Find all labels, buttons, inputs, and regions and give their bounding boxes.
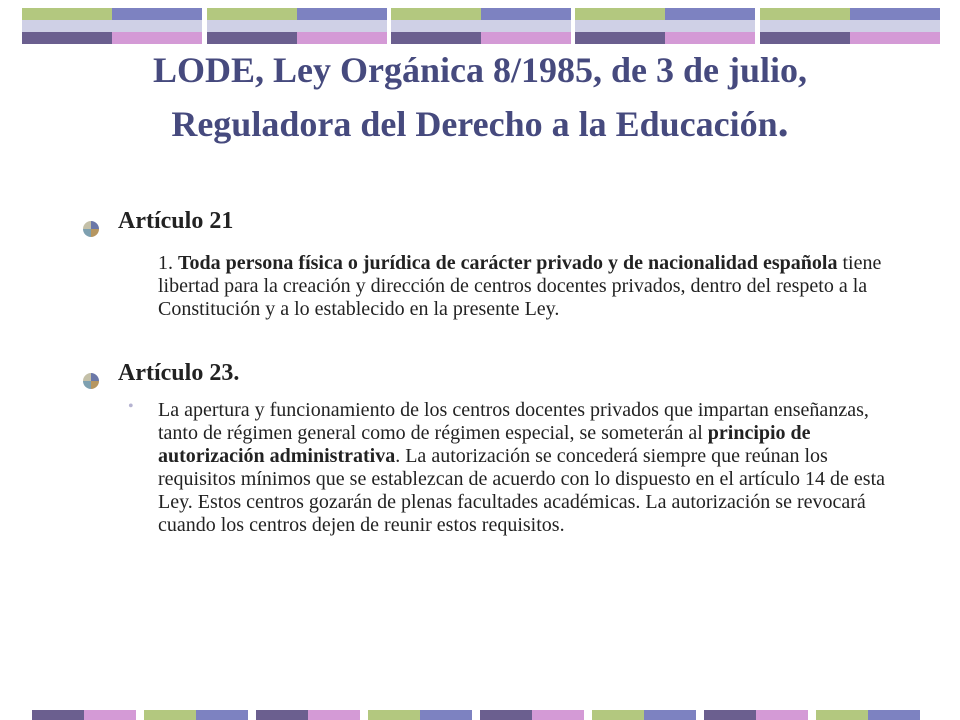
article-23-text-2: . La autorización se concederá siempre que reúnan los requisitos mínimos que se establezcan de acuerdo con lo dispuesto en el artículo 14 de esta Ley. Estos centros gozarán de plenas facultades académicas. La autorización se revocará cuando los centros dejen de reunir estos requisitos. bbox=[158, 445, 886, 536]
title-line-2-period: . bbox=[777, 97, 789, 146]
color-block bbox=[207, 8, 387, 44]
band-segment bbox=[420, 710, 472, 720]
bottom-decorative-band bbox=[0, 710, 960, 720]
article-23-paragraph bbox=[158, 399, 888, 537]
top-decorative-band bbox=[0, 0, 960, 50]
color-block bbox=[575, 8, 755, 44]
title-line-1: LODE, Ley Orgánica 8/1985, de 3 de julio, bbox=[152, 50, 807, 90]
article-23-text-1: La apertura y funcionamiento de los centros docentes privados que impartan enseñanzas, tanto de régimen general como de régimen especial, se someterán al bbox=[158, 399, 869, 444]
sub-bullet: • bbox=[128, 398, 134, 415]
band-segment bbox=[196, 710, 248, 720]
article-21-heading: Artículo 21 bbox=[118, 208, 234, 234]
title-line-2: Reguladora del Derecho a la Educación bbox=[171, 104, 778, 144]
band-segment bbox=[756, 710, 808, 720]
band-segment bbox=[704, 710, 756, 720]
band-segment bbox=[308, 710, 360, 720]
sphere-bullet-icon bbox=[82, 372, 100, 390]
band-segment bbox=[84, 710, 136, 720]
band-segment bbox=[816, 710, 868, 720]
color-block bbox=[760, 8, 940, 44]
band-segment bbox=[256, 710, 308, 720]
band-segment bbox=[480, 710, 532, 720]
band-segment bbox=[644, 710, 696, 720]
article-23-bold-text: principio de autorización administrativa bbox=[158, 422, 811, 467]
article-21-paragraph bbox=[158, 252, 888, 321]
article-21-text: tiene libertad para la creación y dirección de centros docentes privados, dentro del respeto a la Constitución y a lo establecido en la presente Ley. bbox=[158, 252, 882, 320]
band-segment bbox=[32, 710, 84, 720]
color-block bbox=[22, 8, 202, 44]
band-segment bbox=[144, 710, 196, 720]
article-23-heading: Artículo 23. bbox=[118, 360, 240, 386]
article-21-prefix: 1. bbox=[158, 252, 178, 274]
band-segment bbox=[368, 710, 420, 720]
band-segment bbox=[868, 710, 920, 720]
color-block bbox=[391, 8, 571, 44]
band-segment bbox=[592, 710, 644, 720]
band-segment bbox=[532, 710, 584, 720]
slide-title bbox=[40, 44, 920, 150]
article-21-bold-text: Toda persona física o jurídica de carácter privado y de nacionalidad española bbox=[178, 252, 838, 274]
sphere-bullet-icon bbox=[82, 220, 100, 238]
